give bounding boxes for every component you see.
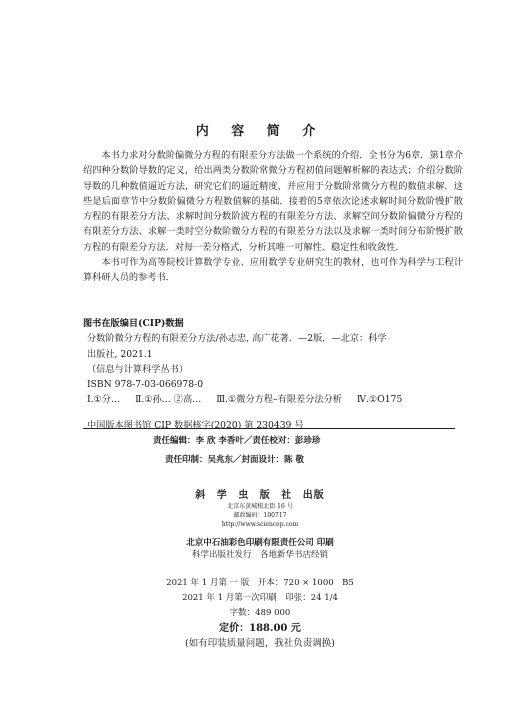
content-summary <box>83 148 463 286</box>
cip-isbn: ISBN 978-7-03-066978-0 <box>87 379 204 391</box>
summary-paragraph-1: 本书力求对分数阶偏微分方程的有限差分方法做一个系统的介绍．全书分为6章．第1章介绍四种分数阶导数的定义，给出两类分数阶常微分方程初值问题解析解的表达式；介绍分数阶导数的几种数值逼近方法，研究它们的逼近精度，并应用于分数阶常微分方程的数值求解．这些是后面章节中分数阶偏微分方程数值解的基础．接着的5章依次论述求解时间分数阶慢扩散方程的有限差分方法、求解时间分数阶波方程的有限差分方法、求解空间分数阶偏微分方程的有限差分方法、求解一类时空分数阶微分方程的有限差分方法以及求解一类时间分布阶慢扩散方程的有限差分方法．对每一差分格式，分析其唯一可解性、稳定性和收敛性． <box>83 150 463 253</box>
distribution-line: 科学出版社发行 各地新华书店经销 <box>191 550 328 560</box>
credit-text: 责任编辑：李 欣 李香叶／责任校对：彭珍珍 <box>153 436 321 446</box>
quality-note: (如有印装质量问题，我社负责调换) <box>185 638 335 649</box>
publisher-logo-text: 斜 学 虫 版 社 <box>195 490 296 501</box>
publisher-postcode: 邮政编码：100717 <box>233 512 287 519</box>
publisher-name <box>0 490 520 502</box>
printing-line: 2021 年 1 月第一次印刷 印张：24 1/4 <box>182 593 338 603</box>
cip-publisher-line: 出版社, 2021.1 <box>87 348 153 360</box>
cip-title-line: 分数阶微分方程的有限差分方法/孙志忠, 高广花著．—2版．—北京：科学 <box>87 333 387 345</box>
word-count: 字数：489 000 <box>229 608 291 618</box>
publisher-address: 北京东黄城根北街 16 号 <box>227 503 293 510</box>
page-title: 内 容 简 介 <box>195 124 325 139</box>
cip-subject: Ⅱ.①孙… ②高… <box>135 394 202 406</box>
publisher-name-suffix: 出版 <box>302 490 325 501</box>
publisher-website: http://www.sciencep.com <box>221 521 299 528</box>
cip-subject: Ⅰ.①分… <box>87 394 121 406</box>
printer-line: 北京中石油彩色印刷有限责任公司 印刷 <box>186 538 334 548</box>
edition-block <box>0 576 520 651</box>
credits-production <box>0 453 520 465</box>
price: 定价：188.00 元 <box>219 623 301 634</box>
publisher-block <box>0 490 520 561</box>
credit-text: 责任印制：吴兆东／封面设计：陈 敬 <box>165 455 304 465</box>
edition-line: 2021 年 1 月第 一 版 开本：720 × 1000 B5 <box>166 578 354 588</box>
cip-series: （信息与计算科学丛书） <box>87 363 189 375</box>
cip-subject: Ⅳ.①O175 <box>356 394 403 406</box>
cip-subjects <box>83 392 473 407</box>
cip-block <box>83 316 473 433</box>
cip-nlc-number: 中国版本图书馆 CIP 数据核字(2020) 第 230439 号 <box>87 419 304 431</box>
credits-editors <box>0 434 520 446</box>
cip-heading: 图书在版编目(CIP)数据 <box>83 318 184 329</box>
summary-paragraph-2: 本书可作为高等院校计算数学专业、应用数学专业研究生的教材，也可作为科学与工程计算科研人员的参考书． <box>83 257 463 284</box>
cip-subject: Ⅲ.①微分方程–有限差分法分析 <box>216 394 342 406</box>
divider <box>83 428 455 429</box>
